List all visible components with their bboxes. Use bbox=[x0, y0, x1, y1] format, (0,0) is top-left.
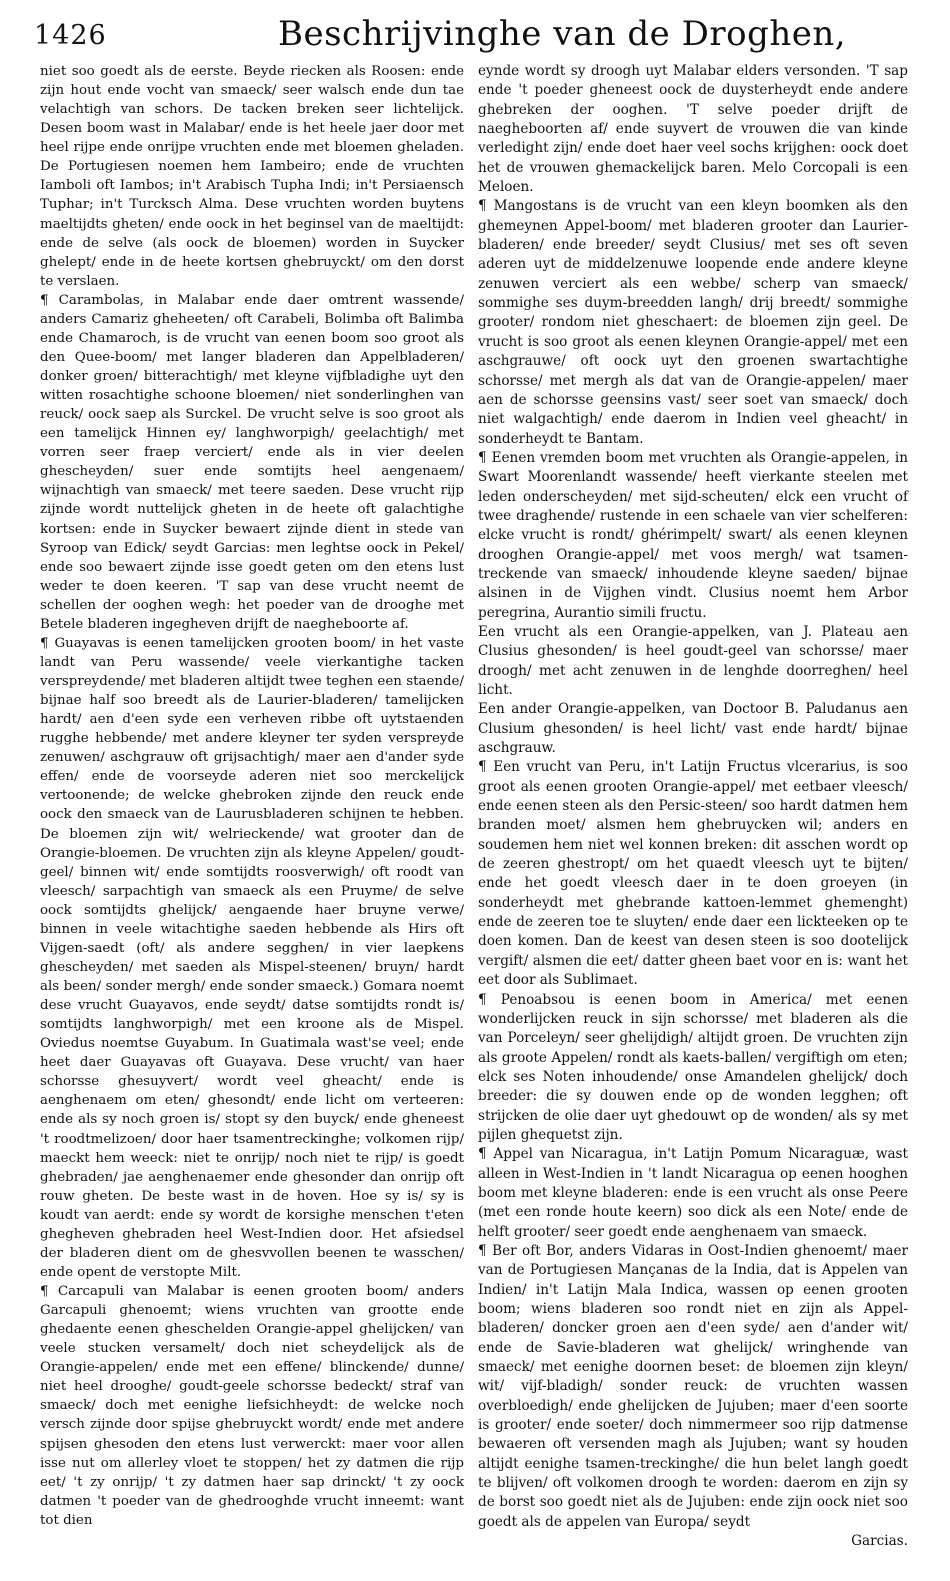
paragraph-mangostans: ¶ Mangostans is de vrucht van een kleyn boomken als den ghemeynen Appel-boom/ met bladeren grooter dan Laurier-bladeren/ ende breeder/ seydt Clusius/ met ses oft seven aderen uyt de middelzenuwe loopende ende andere kleyne zenuwen verciert als een webbe/ scherp van smaeck/ sommighe ses duym-breedden langh/ drij breedt/ sommighe grooter/ rondom niet gheschaert: de bloemen zijn geel. De vrucht is soo groot als eenen kleynen Orangie-appel/ met een aschgrauwe/ oft oock uyt den groenen swartachtighe schorsse/ met mergh als dat van de Orangie-appelen/ maer aen de schorsse geensins vast/ seer soet van smaeck/ doch niet walgachtigh/ ende daerom in Indien veel gheacht/ in sonderheydt te Bantam. bbox=[478, 198, 908, 447]
paragraph-guayavas: ¶ Guayavas is eenen tamelijcken grooten boom/ in het vaste landt van Peru wassende/ veele vierkantighe tacken verspreydende/ met bladeren altijdt twee teghen een staende/ bijnae half soo breedt als de Laurier-bladeren/ tamelijcken hardt/ aen d'een syde een verheven ribbe oft uytstaenden rugghe hebbende/ met andere kleyner ter syden verspreyde zenuwen/ aschgrauw oft grijsachtigh/ maer aen d'ander syde effen/ ende de voorseyde aderen niet soo merckelijck vertoonende; de welcke ghebroken zijnde den reuck ende oock den smaeck van de Laurusbladeren schijnen te hebben. De bloemen zijn wit/ welrieckende/ wat grooter dan de Orangie-bloemen. De vruchten zijn als kleyne Appelen/ goudt-geel/ binnen wit/ ende somtijdts roosverwigh/ oft roodt van vleesch/ sarpachtigh van smaeck als een Pruyme/ de selve oock somtijdts ghelijck/ aengaende haer bruyne verwe/ binnen in veele witachtighe saeden hebbende als Hirs oft Vijgen-saedt (oft/ als andere segghen/ in vier laepkens ghescheyden/ met saeden als Mispel-steenen/ bruyn/ hardt als been/ sonder mergh/ ende sonder smaeck.) Gomara noemt dese vrucht Guayavos, ende seydt/ datse somtijdts rondt is/ somtijdts langhworpigh/ met een kroone als de Mispel. Oviedus noemtse Guyabum. In Guatimala wast'se veel; ende heet daer Guayavas oft Guayava. Dese vrucht/ van haer schorsse ghesuyvert/ wordt veel gheacht/ ende is aenghenaem om eten/ ghesondt/ ende licht om verteeren: ende als sy noch groen is/ stopt sy den buyck/ ende gheneest 't roodtmelizoen/ door haer tsamentreckinghe; volkomen rijp/ maeckt hem weeck: niet te onrijp/ noch niet te rijp/ is goedt ghebraden/ jae aenghenaemer ende ghesonder dan onrijp oft rouw gheten. De beste wast in de hoven. Hoe sy is/ sy is koudt van aerdt: ende sy wordt de korsighe menschen t'eten ghegheven ghebraden heel West-Indien door. Het afsiedsel der bladeren dient om de ghesvvollen beenen te wasschen/ ende opent de verstopte Milt. bbox=[40, 635, 464, 1280]
paragraph-paludanus-appelken: Een ander Orangie-appelken, van Doctoor B. Paludanus aen Clusium ghesonden/ is heel licht/ vast ende hardt/ bijnae aschgrauw. bbox=[478, 701, 908, 757]
paragraph-carcapuli-continued: eynde wordt sy droogh uyt Malabar elders versonden. 'T sap ende 't poeder gheneest oock de duysterheydt ende andere ghebreken der ooghen. 'T selve poeder drijft de naegheboorten af/ ende suyvert de vrouwen die van kinde verledight zijn/ ende doet haer veel sochs krijghen: oock doet het de vrouwen ghemackelijck baren. Melo Corcopali is een Meloen. bbox=[478, 63, 908, 196]
paragraph-jambos: niet soo goedt als de eerste. Beyde riecken als Roosen: ende zijn hout ende vocht van smaeck/ seer walsch ende dun tae velachtigh van schors. De tacken breken seer lichtelijck. Desen boom wast in Malabar/ ende is het heele jaer door met heel rijpe ende onrijpe vruchten ende met bloemen gheladen. De Portugiesen noemen hem Iambeiro; ende de vruchten Iamboli oft Iambos; in't Arabisch Tupha Indi; in't Persiaensch Tuphar; in't Turcksch Alma. Dese vruchten worden buytens maeltijdts gheten/ ende oock in het beginsel van de maeltijdt: ende de selve (als oock de bloemen) worden in Suycker ghelept/ ende in de heete kortsen ghebruyckt/ om den dorst te verslaen. bbox=[40, 64, 464, 289]
paragraph-nicaragua: ¶ Appel van Nicaragua, in't Latijn Pomum Nicaraguæ, wast alleen in West-Indien in 't landt Nicaragua op eenen hooghen boom met kleyne bladeren: ende is een vrucht als onse Peere (met een ronde houte keern) soo dick als een Note/ ende de helft grooter/ seer goedt ende aenghenaem van smaeck. bbox=[478, 1146, 908, 1240]
running-title: Beschrijvinghe van de Droghen, bbox=[278, 14, 847, 54]
page-header bbox=[30, 6, 920, 62]
paragraph-peru-vrucht: ¶ Een vrucht van Peru, in't Latijn Fructus vlcerarius, is soo groot als eenen grooten Orangie-appel/ met eetbaer vleesch/ ende eenen steen als den Persic-steen/ soo hardt datmen hem branden moet/ alsmen hem ghebruycken wil; anders en soudemen hem niet wel konnen breken: dit asschen wordt op de zeeren ghestropt/ om het quaedt vleesch uyt te bijten/ ende het goedt vleesch daer in te doen groeyen (in sonderheydt met ghebrande kattoen-lemmet ghemenght) ende de zeeren toe te sluyten/ ende daer een lickteeken op te doen komen. Dan de keest van desen steen is soo dootelijck vergift/ alsmen die eet/ datter gheen baet voor en is: want het eet door als Sublimaet. bbox=[478, 759, 908, 989]
right-column bbox=[478, 62, 908, 1551]
page-number: 1426 bbox=[34, 20, 107, 51]
paragraph-carambolas: ¶ Carambolas, in Malabar ende daer omtrent wassende/ anders Camariz gheheeten/ oft Carabeli, Bolimba oft Balimba ende Chamaroch, is de vrucht van eenen boom soo groot als den Quee-boom/ met langer bladeren dan Appelbladeren/ donker groen/ bitterachtigh/ met kleyne vijfbladighe uyt den witten rosachtighe schoone bloemen/ niet sonderlinghen van reuck/ oock saep als Surckel. De vrucht selve is soo groot als een tamelijck Hinnen ey/ langhworpigh/ geelachtigh/ met vorren seer fraep verciert/ ende als in vier deelen ghescheyden/ suer ende somtijts heel aengenaem/ wijnachtigh van smaeck/ met teere saeden. Dese vrucht rijp zijnde wordt nuttelijck gheten in de heete oft galachtighe kortsen: ende in Suycker bewaert zijnde dient in stede van Syroop van Edick/ seydt Garcias: men leghtse oock in Pekel/ ende soo bewaert zijnde isse goedt geten om den etens lust weder te doen keeren. 'T sap van dese vrucht neemt de schellen der ooghen wegh: het poeder van de drooghe met Betele bladeren ingegheven drijft de naegheboorte af. bbox=[40, 292, 464, 632]
paragraph-vremden-boom: ¶ Eenen vremden boom met vruchten als Orangie-appelen, in Swart Moorenlandt wassende/ heeft vierkante steelen met leden onderscheyden/ met sijd-scheuten/ elck een vrucht of twee draghende/ rustende in een schaele van vier schelferen: elcke vrucht is rondt/ ghérimpelt/ swart/ als eenen kleynen drooghen Orangie-appel/ met voos mergh/ wat tsamen-treckende van smaeck/ inhoudende kleyne saeden/ bijnae alsinen in de Vijghen vindt. Clusius noemt hem Arbor peregrina, Aurantio simili fructu. bbox=[478, 449, 908, 621]
column-end-word: Garcias. bbox=[851, 1533, 908, 1550]
paragraph-penoabsou: ¶ Penoabsou is eenen boom in America/ met eenen wonderlijcken reuck in sijn schorsse/ met bladeren als die van Porceleyn/ seer ghelijdigh/ altijdt groen. De vruchten zijn als groote Appelen/ rondt als kaets-ballen/ vergiftigh om eten; elck ses Noten inhoudende/ onse Amandelen ghelijck/ doch breeder: die sy douwen ende op de wonden legghen; oft strijcken de olie daer uyt ghedouwt op de wonden/ als sy met pijlen ghequetst zijn. bbox=[478, 991, 908, 1143]
paragraph-carcapuli: ¶ Carcapuli van Malabar is eenen grooten boom/ anders Garcapuli ghenoemt; wiens vruchten van grootte ende ghedaente eenen gheschelden Orangie-appel ghelijcken/ van veele stucken versamelt/ doch niet scheydelijck als de Orangie-appelen/ ende met een effene/ blinckende/ dunne/ niet heel drooghe/ goudt-geele schorsse bedeckt/ straf van smaeck/ doch met eenighe liefsichheydt: de welcke noch versch zijnde door spijse ghebruyckt wordt/ ende met andere spijsen ghesoden den etens lust verwerckt: maer voor allen isse nut om allerley vloet te stoppen/ het zy datmen die rijp eet/ 't zy onrijp/ 't zy datmen haer sap drinckt/ 't zy oock datmen 't poeder van de ghedrooghde vrucht inneemt: want tot dien bbox=[40, 1284, 464, 1528]
left-column bbox=[40, 62, 464, 1530]
paragraph-plateau-appelken: Een vrucht als een Orangie-appelken, van J. Plateau aen Clusius ghesonden/ is heel goudt-geel van schorsse/ maer droogh/ met acht zenuwen in de lenghde doorreghen/ heel licht. bbox=[478, 623, 908, 698]
paragraph-ber: ¶ Ber oft Bor, anders Vidaras in Oost-Indien ghenoemt/ maer van de Portugiesen Mançanas de la India, dat is Appelen van Indien/ in't Latijn Mala Indica, wassen op eenen grooten boom; wiens bladeren soo rondt niet en zijn als Appel-bladeren/ doncker groen aen d'een syde/ aen d'ander wit/ ende de Savie-bladeren wat ghelijck/ wringhende van smaeck/ met eenighe doornen beset: de bloemen zijn kleyn/ wit/ vijf-bladigh/ sonder reuck: de vruchten wassen overbloedigh/ ende ghelijcken de Jujuben; maer d'een soorte is grooter/ ende soeter/ doch nimmermeer soo rijp datmense bewaeren oft versenden magh als Jujuben; want sy houden altijdt eenighe tsamen-treckinghe/ die hun belet langh goedt te blijven/ oft volkomen droogh te worden: daerom en zijn sy de borst soo goedt niet als de Jujuben: ende zijn oock niet soo goedt als de appelen van Europa/ seydt bbox=[478, 1242, 908, 1530]
